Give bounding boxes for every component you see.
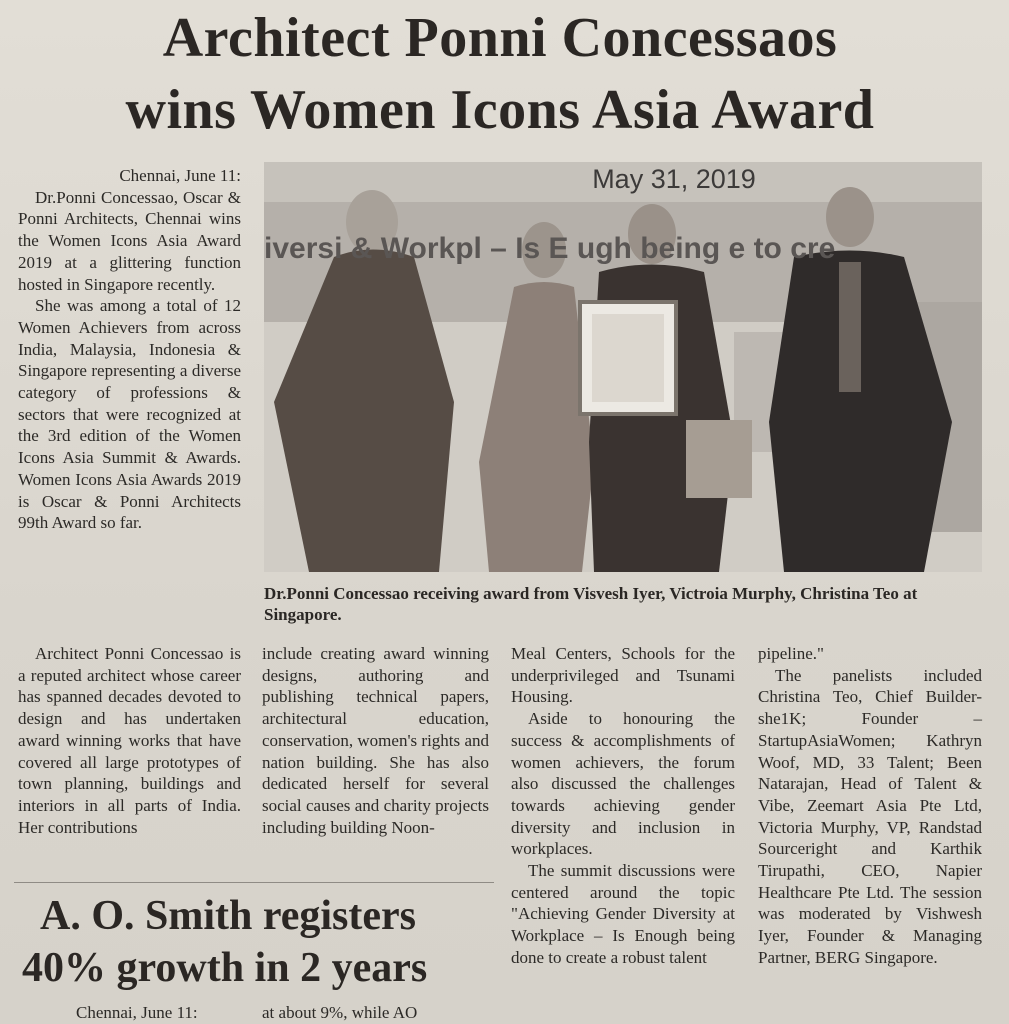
- article-column-3-text-a: Meal Centers, Schools for the underprivileged and Tsunami Housing.: [511, 644, 735, 707]
- banner-text: iversi & Workpl – Is E ugh being e to cre: [264, 232, 836, 265]
- photo-illustration: [264, 162, 982, 572]
- article-column-3: [511, 643, 735, 969]
- award-photo: [264, 162, 982, 572]
- article-column-4-text-b: The panelists included Christina Teo, Chief Builder-she1K; Founder – StartupAsiaWomen; Kathryn Woof, MD, 33 Talent; Been Natarajan, Head of Talent & Vibe, Zeemart Asia Pte Ltd, Victoria Murphy, VP, Randstad Sourceright and Karthik Tirupathi, CEO, Napier Healthcare Pte Ltd. The session was moderated by Vishwesh Iyer, Founder & Managing Partner, BERG Singapore.: [758, 665, 982, 967]
- second-headline-line-2: 40% growth in 2 years: [22, 945, 428, 991]
- photo-date-stamp: May 31, 2019: [592, 164, 756, 194]
- article-column-4: [758, 643, 982, 969]
- article-paragraph-1: Dr.Ponni Concessao, Oscar & Ponni Architects, Chennai wins the Women Icons Asia Award 2019 at a glittering function hosted in Singapore recently.: [18, 187, 241, 294]
- photo-caption: Dr.Ponni Concessao receiving award from Visvesh Iyer, Victroia Murphy, Christina Teo at Singapore.: [264, 584, 918, 624]
- article-column-4-text-a: pipeline.": [758, 644, 824, 663]
- article-paragraph-2: She was among a total of 12 Women Achievers from across India, Malaysia, Indonesia & Singapore representing a diverse category of professions & sectors that were recognized at the 3rd edition of the Women Icons Asia Summit & Awards. Women Icons Asia Awards 2019 is Oscar & Ponni Architects 99th Award so far.: [18, 296, 241, 533]
- article-column-2-text: include creating award winning designs, authoring and publishing technical papers, architectural education, conservation, women's rights and nation building. She has also dedicated herself for several social causes and charity projects including building Noon-: [262, 644, 489, 837]
- article-paragraph-3: Architect Ponni Concessao is a reputed architect whose career has spanned decades devoted to design and has undertaken award winning works that have covered all large prototypes of town planning, buildings and interiors in all parts of India. Her contributions: [18, 644, 241, 837]
- article-column-3-text-b: Aside to honouring the success & accomplishments of women achievers, the forum also discussed the challenges towards achieving gender diversity and inclusion in workplaces.: [511, 709, 735, 859]
- section-divider: [14, 882, 494, 883]
- headline-line-1: Architect Ponni Concessaos: [162, 7, 838, 69]
- article-column-3-text-c: The summit discussions were centered around the topic "Achieving Gender Diversity at Workplace – Is Enough being done to create a robust talent: [511, 861, 735, 967]
- headline-line-2: wins Women Icons Asia Award: [125, 79, 875, 141]
- dateline: Chennai, June 11:: [119, 166, 241, 185]
- article-column-1-bottom: [18, 643, 241, 838]
- second-story-dateline: Chennai, June 11:: [76, 1003, 198, 1022]
- article-column-2: [262, 643, 489, 838]
- article-column-1-top: [18, 165, 241, 534]
- second-headline-line-1: A. O. Smith registers: [40, 893, 417, 939]
- second-story-text: at about 9%, while AO: [262, 1003, 418, 1022]
